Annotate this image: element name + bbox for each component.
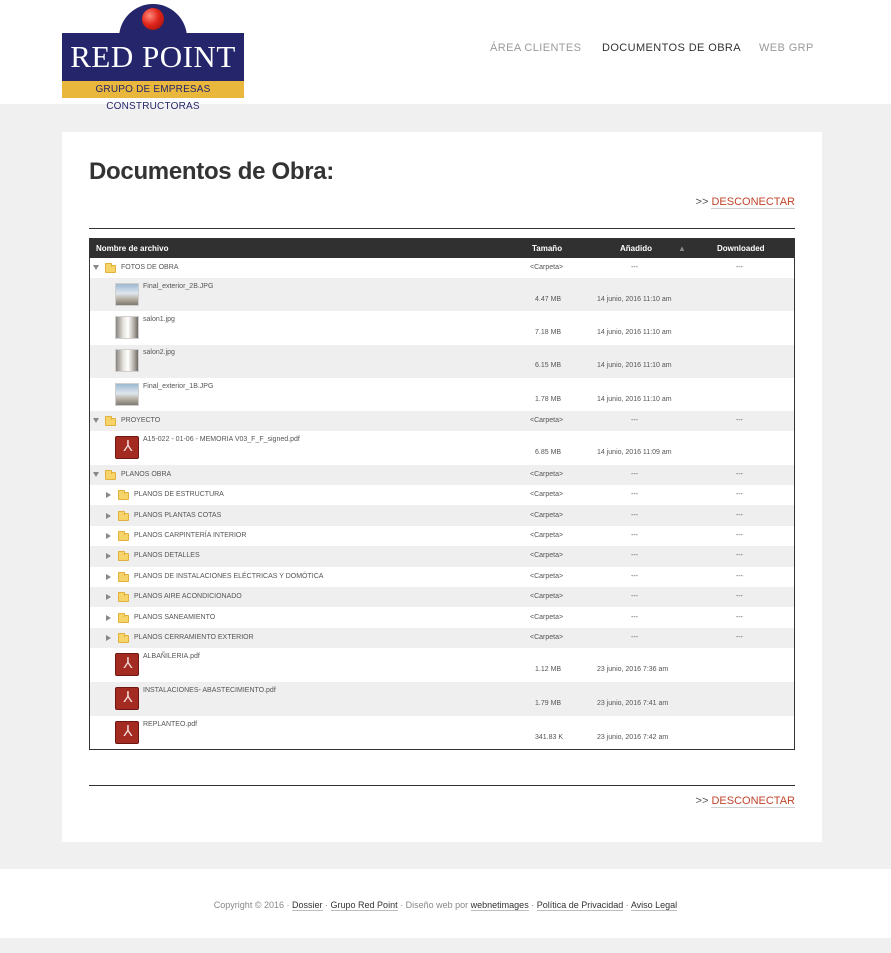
disconnect-prefix: >> bbox=[695, 196, 709, 208]
file-size: <Carpeta> bbox=[530, 613, 564, 621]
footer-separator: · bbox=[625, 900, 629, 910]
folder-icon bbox=[118, 513, 129, 521]
nav-web-grp[interactable]: WEB GRP bbox=[759, 42, 814, 54]
image-thumbnail[interactable] bbox=[115, 316, 139, 339]
footer-link-legal[interactable]: Aviso Legal bbox=[630, 900, 678, 910]
file-size: <Carpeta> bbox=[530, 470, 564, 478]
disconnect-top bbox=[696, 196, 795, 208]
file-downloaded: --- bbox=[736, 613, 743, 621]
file-name[interactable]: FOTOS DE OBRA bbox=[121, 264, 179, 271]
disconnect-link[interactable]: DESCONECTAR bbox=[711, 795, 795, 807]
file-size: <Carpeta> bbox=[530, 491, 564, 499]
footer-link-webnetimages[interactable]: webnetimages bbox=[470, 900, 529, 910]
folder-row[interactable] bbox=[90, 546, 794, 566]
collapsed-caret-icon[interactable] bbox=[106, 533, 111, 539]
footer-link-privacy[interactable]: Política de Privacidad bbox=[536, 900, 624, 910]
collapsed-caret-icon[interactable] bbox=[106, 492, 111, 498]
disconnect-link[interactable]: DESCONECTAR bbox=[711, 196, 795, 208]
file-name[interactable]: INSTALACIONES- ABASTECIMIENTO.pdf bbox=[143, 686, 276, 694]
folder-icon bbox=[118, 594, 129, 602]
acrobat-glyph-icon: ⅄ bbox=[123, 438, 133, 456]
folder-icon bbox=[105, 472, 116, 480]
file-name[interactable]: salon1.jpg bbox=[143, 315, 175, 323]
file-size: 6.15 MB bbox=[535, 362, 562, 370]
folder-row[interactable] bbox=[90, 485, 794, 505]
file-row[interactable] bbox=[90, 345, 794, 378]
file-row[interactable] bbox=[90, 311, 794, 344]
copyright-text: Copyright © 2016 · bbox=[213, 900, 290, 910]
file-table bbox=[89, 238, 795, 750]
content-card bbox=[62, 132, 822, 842]
file-added: 23 junio, 2016 7:42 am bbox=[597, 733, 669, 741]
file-name[interactable]: PLANOS CERRAMIENTO EXTERIOR bbox=[134, 633, 254, 641]
file-size: <Carpeta> bbox=[530, 633, 564, 641]
file-name[interactable]: Final_exterior_2B.JPG bbox=[143, 282, 214, 290]
file-row[interactable] bbox=[90, 716, 794, 750]
file-name[interactable]: REPLANTEO.pdf bbox=[143, 720, 198, 728]
file-name[interactable]: salon2.jpg bbox=[143, 349, 175, 357]
file-size: 6.85 MB bbox=[535, 449, 562, 457]
folder-icon bbox=[118, 635, 129, 643]
file-size: 1.78 MB bbox=[535, 395, 562, 403]
file-added: --- bbox=[631, 470, 638, 478]
file-downloaded: --- bbox=[736, 491, 743, 499]
col-header-size[interactable]: Tamaño bbox=[532, 244, 563, 253]
file-name[interactable]: PLANOS DETALLES bbox=[134, 552, 200, 560]
footer-separator: · bbox=[531, 900, 535, 910]
file-size: <Carpeta> bbox=[530, 552, 564, 560]
image-thumbnail[interactable] bbox=[115, 283, 139, 306]
file-row[interactable] bbox=[90, 378, 794, 411]
disconnect-prefix: >> bbox=[695, 795, 709, 807]
logo-tagline: GRUPO DE EMPRESAS CONSTRUCTORAS bbox=[62, 81, 244, 98]
folder-row[interactable] bbox=[90, 628, 794, 648]
acrobat-glyph-icon: ⅄ bbox=[123, 722, 133, 740]
logo-wordmark: RED POINT bbox=[62, 33, 244, 81]
file-added: 14 junio, 2016 11:10 am bbox=[597, 395, 672, 403]
folder-row[interactable] bbox=[90, 587, 794, 607]
file-added: 14 junio, 2016 11:09 am bbox=[597, 449, 672, 457]
image-thumbnail[interactable] bbox=[115, 383, 139, 406]
file-name[interactable]: PLANOS OBRA bbox=[121, 470, 172, 478]
footer-link-dossier[interactable]: Dossier bbox=[291, 900, 323, 910]
file-downloaded: --- bbox=[736, 552, 743, 560]
sort-asc-icon[interactable]: ▲ bbox=[678, 244, 686, 253]
site-footer bbox=[0, 869, 891, 938]
file-size: <Carpeta> bbox=[530, 264, 564, 271]
folder-icon bbox=[118, 553, 129, 561]
site-header bbox=[0, 0, 891, 112]
file-downloaded: --- bbox=[736, 531, 743, 539]
folder-row[interactable] bbox=[90, 258, 794, 278]
acrobat-glyph-icon: ⅄ bbox=[123, 688, 133, 706]
folder-row[interactable] bbox=[90, 567, 794, 587]
folder-row[interactable] bbox=[90, 607, 794, 627]
file-added: --- bbox=[631, 417, 638, 425]
file-size: <Carpeta> bbox=[530, 572, 564, 580]
file-downloaded: --- bbox=[736, 572, 743, 580]
file-added: --- bbox=[631, 491, 638, 499]
collapsed-caret-icon[interactable] bbox=[106, 513, 111, 519]
table-body bbox=[90, 258, 794, 750]
expanded-caret-icon[interactable] bbox=[93, 418, 99, 423]
pdf-icon[interactable] bbox=[115, 721, 139, 744]
pdf-icon[interactable] bbox=[115, 687, 139, 710]
file-size: <Carpeta> bbox=[530, 531, 564, 539]
file-name[interactable]: PLANOS DE ESTRUCTURA bbox=[134, 491, 224, 499]
file-added: 14 junio, 2016 11:10 am bbox=[597, 328, 672, 336]
file-downloaded: --- bbox=[736, 470, 743, 478]
folder-row[interactable] bbox=[90, 505, 794, 525]
collapsed-caret-icon[interactable] bbox=[106, 615, 111, 621]
file-added: --- bbox=[631, 511, 638, 519]
file-size: 1.79 MB bbox=[535, 699, 562, 707]
pdf-icon[interactable] bbox=[115, 653, 139, 676]
file-size: 341.83 K bbox=[535, 733, 564, 741]
nav-documentos-de-obra[interactable]: DOCUMENTOS DE OBRA bbox=[602, 42, 742, 54]
divider bbox=[89, 228, 795, 229]
table-header bbox=[90, 239, 794, 258]
col-header-added[interactable]: Añadido bbox=[620, 244, 652, 253]
acrobat-glyph-icon: ⅄ bbox=[123, 655, 133, 672]
folder-icon bbox=[105, 418, 116, 426]
file-name[interactable]: A15-022 - 01-06 - MEMORIA V03_F_F_signed.pdf bbox=[143, 436, 300, 444]
file-downloaded: --- bbox=[736, 593, 743, 601]
file-name[interactable]: PLANOS SANEAMIENTO bbox=[134, 613, 216, 621]
file-added: --- bbox=[631, 613, 638, 621]
file-added: --- bbox=[631, 531, 638, 539]
file-downloaded: --- bbox=[736, 633, 743, 641]
file-size: <Carpeta> bbox=[530, 511, 564, 519]
divider bbox=[89, 785, 795, 786]
footer-credits bbox=[0, 900, 891, 910]
file-size: 7.18 MB bbox=[535, 328, 562, 336]
folder-icon bbox=[118, 492, 129, 500]
folder-row[interactable] bbox=[90, 411, 794, 431]
expanded-caret-icon[interactable] bbox=[93, 265, 99, 270]
file-added: 14 junio, 2016 11:10 am bbox=[597, 295, 672, 303]
file-added: 23 junio, 2016 7:36 am bbox=[597, 666, 669, 673]
file-added: --- bbox=[631, 264, 638, 271]
file-name[interactable]: PLANOS CARPINTERÍA INTERIOR bbox=[134, 531, 247, 539]
disconnect-bottom bbox=[696, 795, 795, 807]
file-name[interactable]: Final_exterior_1B.JPG bbox=[143, 382, 214, 390]
folder-row[interactable] bbox=[90, 526, 794, 546]
file-name[interactable]: PLANOS DE INSTALACIONES ELÉCTRICAS Y DOMÓTICA bbox=[134, 572, 324, 580]
collapsed-caret-icon[interactable] bbox=[106, 594, 111, 600]
collapsed-caret-icon[interactable] bbox=[106, 553, 111, 559]
footer-link-grupo[interactable]: Grupo Red Point bbox=[330, 900, 398, 910]
file-size: <Carpeta> bbox=[530, 417, 564, 425]
file-size: 4.47 MB bbox=[535, 295, 562, 303]
file-added: 23 junio, 2016 7:41 am bbox=[597, 699, 669, 707]
file-name[interactable]: PLANOS PLANTAS COTAS bbox=[134, 511, 222, 519]
folder-icon bbox=[118, 574, 129, 582]
pdf-icon[interactable] bbox=[115, 436, 139, 459]
file-downloaded: --- bbox=[736, 264, 743, 271]
file-added: 14 junio, 2016 11:10 am bbox=[597, 362, 672, 370]
file-added: --- bbox=[631, 633, 638, 641]
logo-red-ball bbox=[142, 8, 164, 30]
file-row[interactable] bbox=[90, 278, 794, 311]
expanded-caret-icon[interactable] bbox=[93, 472, 99, 477]
folder-icon bbox=[118, 615, 129, 623]
folder-row[interactable] bbox=[90, 465, 794, 485]
file-added: --- bbox=[631, 552, 638, 560]
file-added: --- bbox=[631, 572, 638, 580]
file-added: --- bbox=[631, 593, 638, 601]
file-row[interactable] bbox=[90, 682, 794, 716]
nav-area-clientes[interactable]: ÁREA CLIENTES bbox=[490, 42, 582, 54]
file-name[interactable]: ALBAÑILERIA.pdf bbox=[143, 653, 200, 660]
footer-separator: · bbox=[325, 900, 329, 910]
file-row[interactable] bbox=[90, 431, 794, 465]
image-thumbnail[interactable] bbox=[115, 349, 139, 372]
file-name[interactable]: PROYECTO bbox=[121, 417, 161, 425]
design-credit-text: · Diseño web por bbox=[400, 900, 469, 910]
page-title: Documentos de Obra: bbox=[89, 158, 334, 185]
collapsed-caret-icon[interactable] bbox=[106, 635, 111, 641]
folder-icon bbox=[118, 533, 129, 541]
red-point-logo[interactable] bbox=[62, 4, 244, 112]
file-downloaded: --- bbox=[736, 417, 743, 425]
file-size: <Carpeta> bbox=[530, 593, 564, 601]
col-header-name[interactable]: Nombre de archivo bbox=[96, 244, 169, 253]
collapsed-caret-icon[interactable] bbox=[106, 574, 111, 580]
col-header-downloaded[interactable]: Downloaded bbox=[717, 244, 765, 253]
file-downloaded: --- bbox=[736, 511, 743, 519]
folder-icon bbox=[105, 265, 116, 273]
file-size: 1.12 MB bbox=[535, 666, 562, 673]
file-row[interactable] bbox=[90, 648, 794, 682]
file-name[interactable]: PLANOS AIRE ACONDICIONADO bbox=[134, 593, 242, 601]
